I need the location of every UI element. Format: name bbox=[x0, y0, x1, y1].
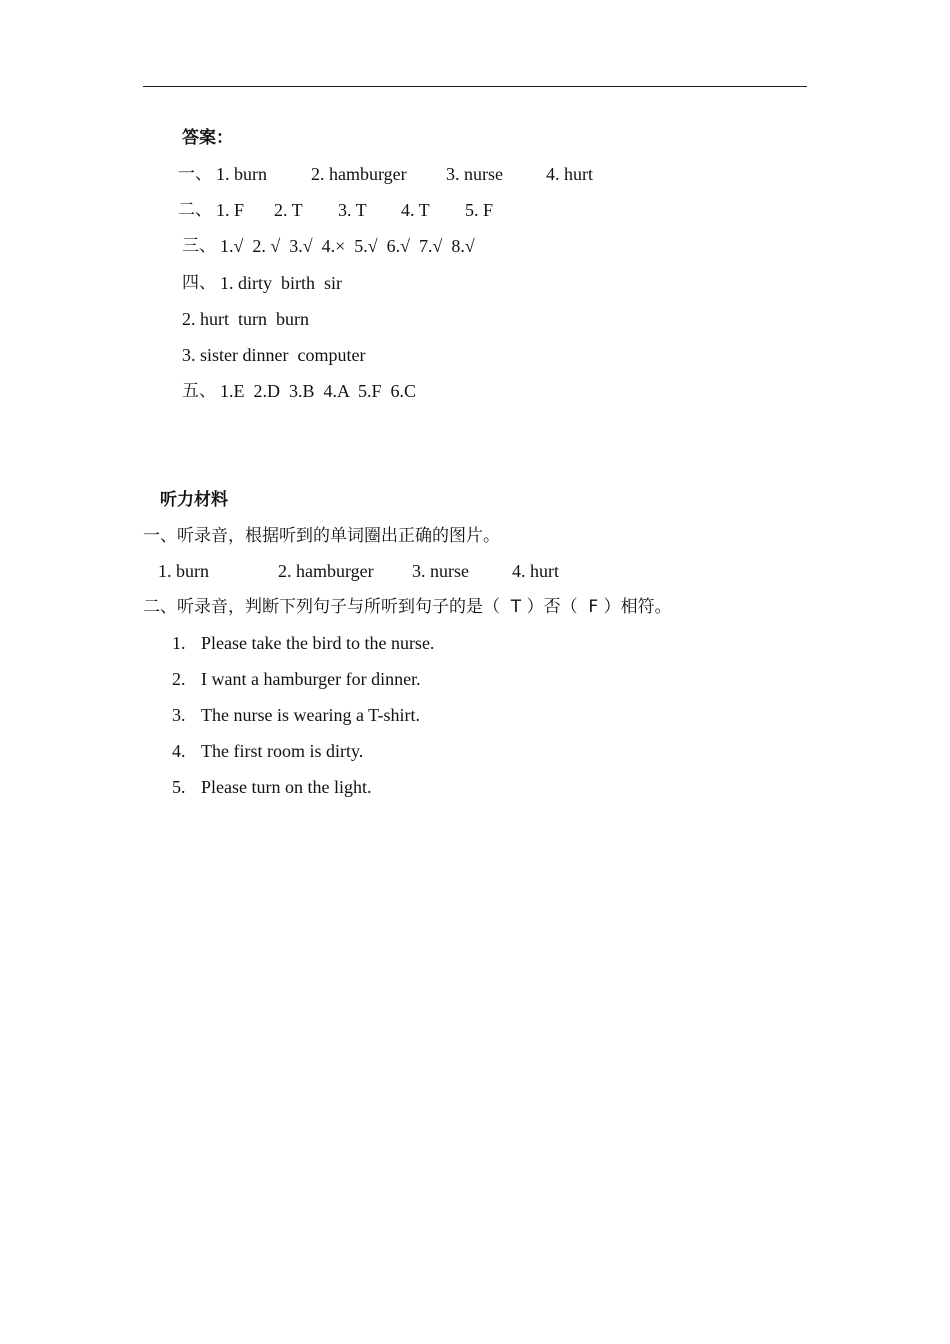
listening-section2-title: 二、听录音，判断下列句子与所听到句子的是（ T ）否（ F ）相符。 bbox=[143, 597, 672, 617]
answer-part4 bbox=[182, 272, 482, 294]
sentence-text: Please turn on the light. bbox=[201, 777, 372, 797]
part2-item: 4. T bbox=[401, 200, 430, 220]
sentence-item bbox=[172, 776, 572, 798]
part2-item: 1. F bbox=[216, 200, 245, 220]
part2-label: 二、 bbox=[178, 200, 212, 220]
part3-text: 1.√ 2. √ 3.√ 4.× 5.√ 6.√ 7.√ 8.√ bbox=[220, 236, 475, 256]
part3-label: 三、 bbox=[182, 236, 216, 256]
part1-item: 4. hurt bbox=[546, 164, 593, 184]
part4-line1: 1. dirty birth sir bbox=[220, 273, 342, 293]
part2-item: 5. F bbox=[465, 200, 494, 220]
sentence-item bbox=[172, 668, 572, 690]
part4-label: 四、 bbox=[182, 273, 216, 293]
part2-item: 2. T bbox=[274, 200, 303, 220]
sentence-number: 3. bbox=[172, 705, 186, 725]
part1-item: 2. hamburger bbox=[311, 164, 407, 184]
sentence-text: The nurse is wearing a T-shirt. bbox=[201, 705, 420, 725]
section1-item: 3. nurse bbox=[412, 561, 469, 581]
answer-part5 bbox=[182, 380, 482, 402]
part4-line3: 3. sister dinner computer bbox=[182, 345, 366, 365]
answers-heading: 答案： bbox=[182, 128, 233, 148]
listening-section1-items bbox=[158, 560, 608, 582]
answer-part3 bbox=[182, 235, 582, 257]
sentence-text: The first room is dirty. bbox=[201, 741, 364, 761]
sentence-number: 4. bbox=[172, 741, 186, 761]
part1-label: 一、 bbox=[178, 164, 212, 184]
sentence-item bbox=[172, 704, 572, 726]
section1-item: 4. hurt bbox=[512, 561, 559, 581]
section1-item: 2. hamburger bbox=[278, 561, 374, 581]
sentence-number: 2. bbox=[172, 669, 186, 689]
section1-item: 1. burn bbox=[158, 561, 209, 581]
sentence-item bbox=[172, 740, 572, 762]
part5-label: 五、 bbox=[182, 381, 216, 401]
answer-part1 bbox=[178, 163, 678, 185]
part4-line2: 2. hurt turn burn bbox=[182, 309, 309, 329]
part2-item: 3. T bbox=[338, 200, 367, 220]
listening-section1-title: 一、听录音，根据听到的单词圈出正确的图片。 bbox=[143, 526, 500, 546]
sentence-number: 5. bbox=[172, 777, 186, 797]
sentence-item bbox=[172, 632, 572, 654]
part1-item: 3. nurse bbox=[446, 164, 503, 184]
part1-item: 1. burn bbox=[216, 164, 267, 184]
header-rule bbox=[143, 86, 807, 87]
sentence-text: I want a hamburger for dinner. bbox=[201, 669, 421, 689]
answer-part2 bbox=[178, 199, 578, 221]
listening-heading: 听力材料 bbox=[160, 490, 228, 510]
sentence-text: Please take the bird to the nurse. bbox=[201, 633, 435, 653]
sentence-number: 1. bbox=[172, 633, 186, 653]
part5-text: 1.E 2.D 3.B 4.A 5.F 6.C bbox=[220, 381, 417, 401]
